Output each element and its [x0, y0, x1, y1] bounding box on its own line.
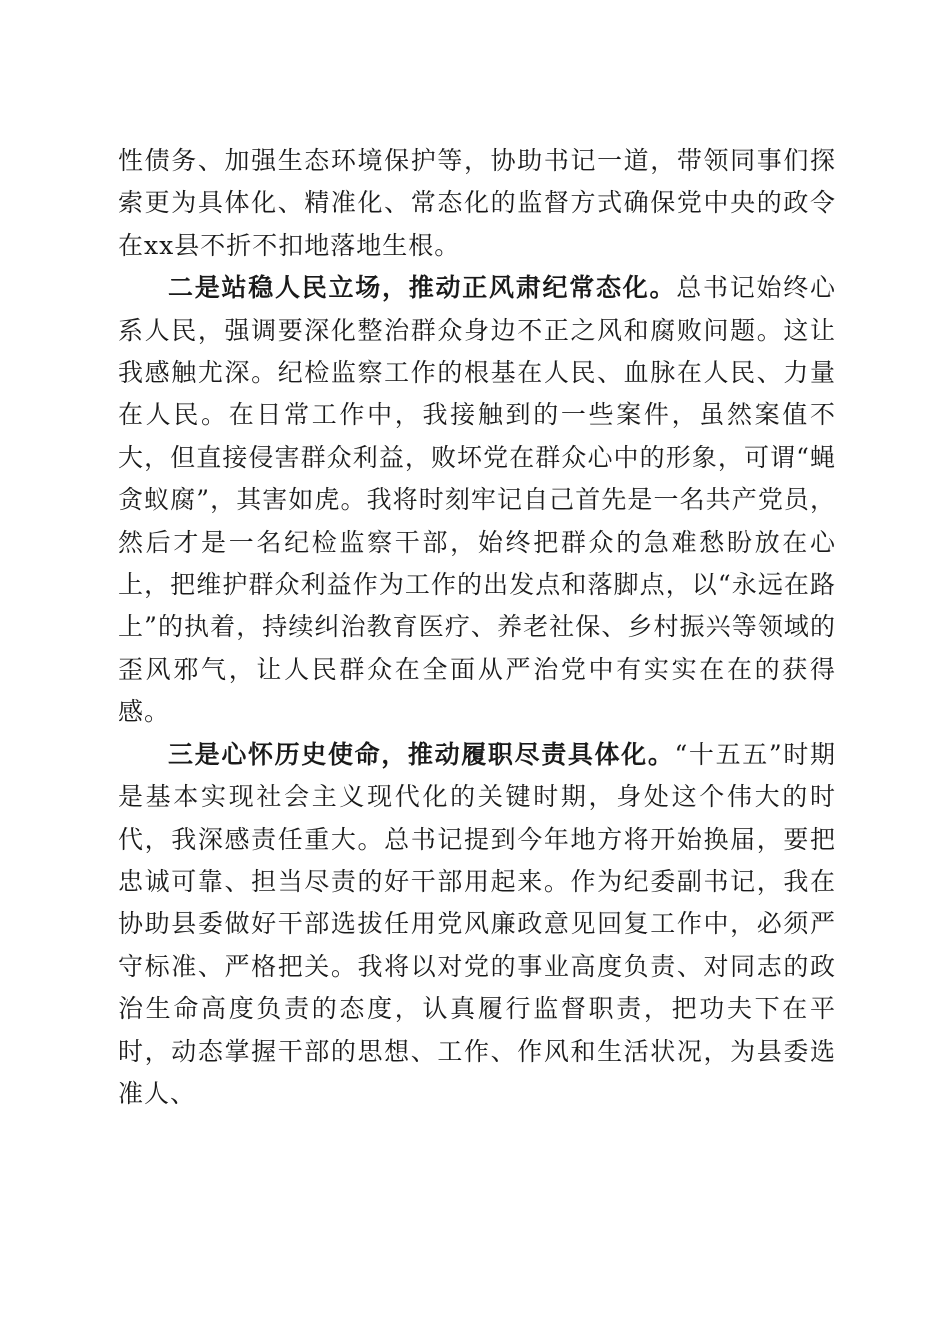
paragraph-text: 性债务、加强生态环境保护等，协助书记一道，带领同事们探索更为具体化、精准化、常态化的监督方式确保党中央的政令在xx县不折不扣地落地生根。	[118, 146, 836, 260]
paragraph-text: 总书记始终心系人民，强调要深化整治群众身边不正之风和腐败问题。这让我感触尤深。纪检监察工作的根基在人民、血脉在人民、力量在人民。在日常工作中，我接触到的一些案件，虽然案值不大，但直接侵害群众利益，败坏党在群众心中的形象，可谓“蝇贪蚁腐”，其害如虎。我将时刻牢记自己首先是一名共产党员，然后才是一名纪检监察干部，始终把群众的急难愁盼放在心上，把维护群众利益作为工作的出发点和落脚点，以“永远在路上”的执着，持续纠治教育医疗、养老社保、乡村振兴等领域的歪风邪气，让人民群众在全面从严治党中有实实在在的获得感。	[118, 273, 836, 727]
paragraph-heading: 三是心怀历史使命，推动履职尽责具体化。	[168, 739, 675, 769]
document-body	[118, 140, 836, 1115]
paragraph-stand-with-people	[118, 267, 836, 733]
paragraph-historic-mission	[118, 734, 836, 1116]
paragraph-continuation	[118, 140, 836, 267]
paragraph-text: “十五五”时期是基本实现社会主义现代化的关键时期，身处这个伟大的时代，我深感责任重大。总书记提到今年地方将开始换届，要把忠诚可靠、担当尽责的好干部用起来。作为纪委副书记，我在协助县委做好干部选拔任用党风廉政意见回复工作中，必须严守标准、严格把关。我将以对党的事业高度负责、对同志的政治生命高度负责的态度，认真履行监督职责，把功夫下在平时，动态掌握干部的思想、工作、作风和生活状况，为县委选准人、	[118, 739, 836, 1108]
paragraph-heading: 二是站稳人民立场，推动正风肃纪常态化。	[168, 273, 677, 303]
